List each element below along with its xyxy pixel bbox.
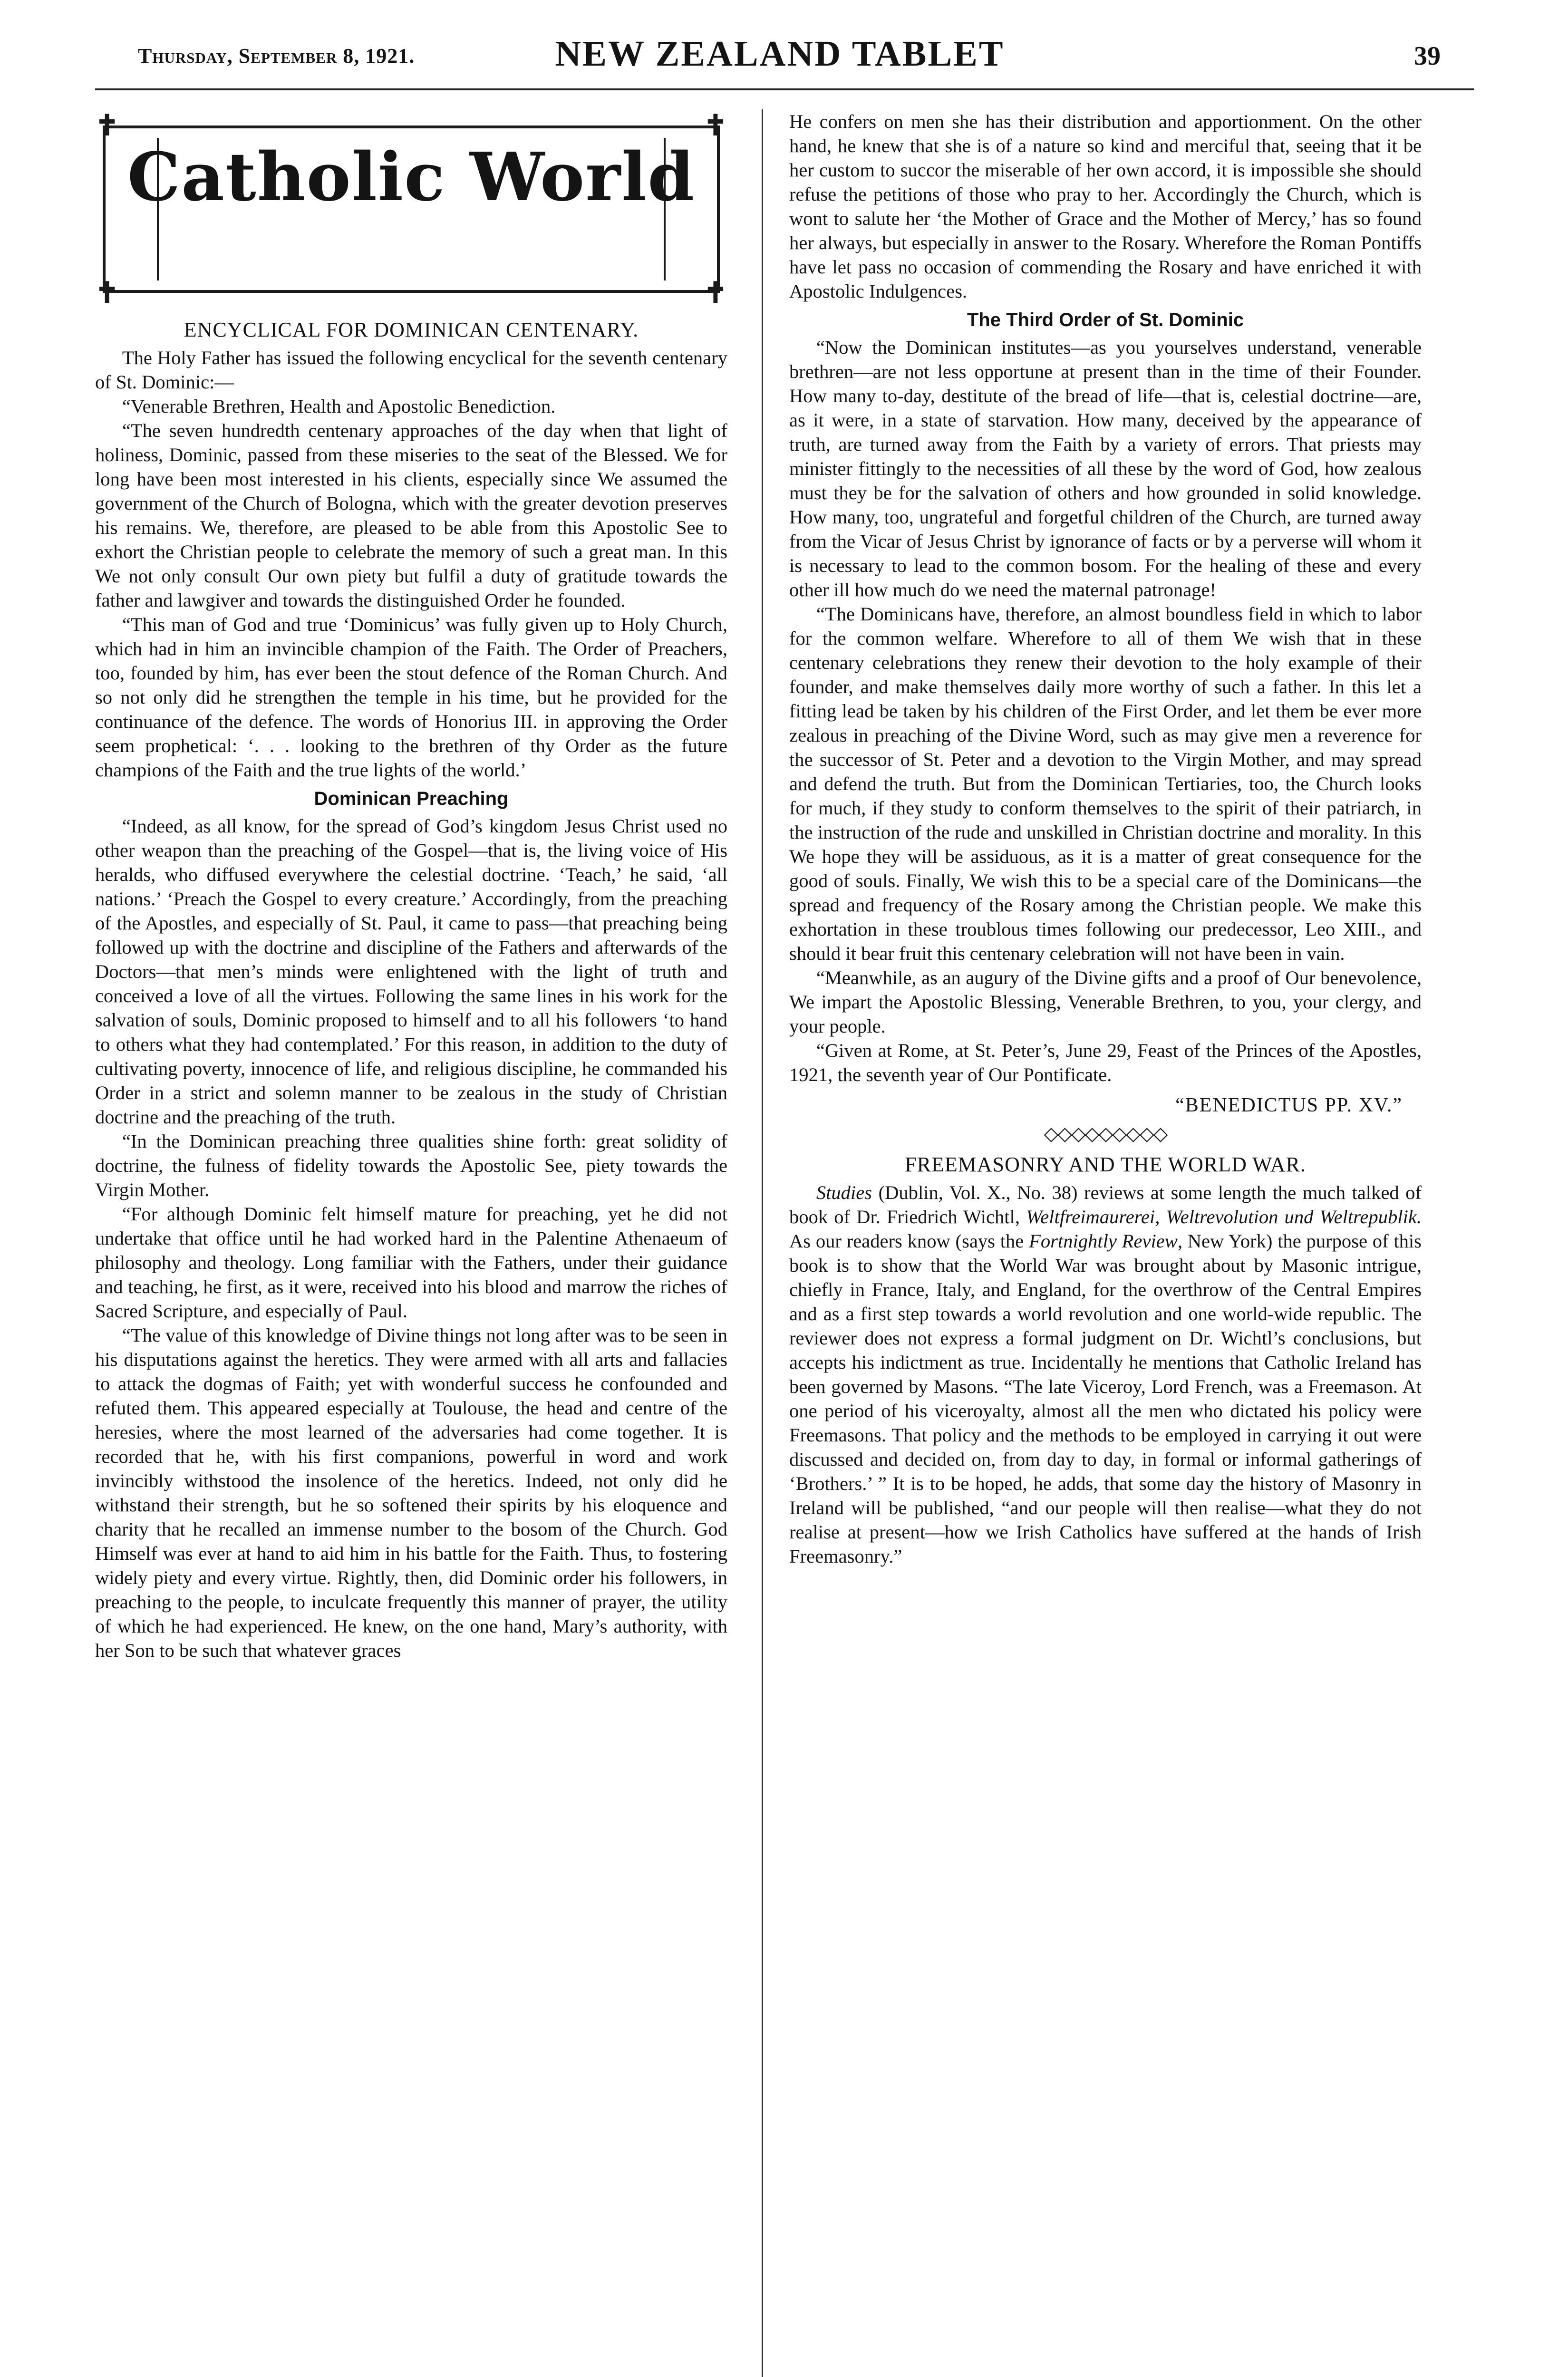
- paragraph: “Now the Dominican institutes—as you yourselves understand, venerable brethren—are not less opportune at present than in the time of their Founder. How many to-day, destitute of the bread of life—that is, celestial doctrine—are, as it were, in a state of starvation. How many, deceived by the appearance of truth, are turned away from the Faith by a variety of errors. That priests may minister fittingly to the necessities of all these by the word of God, how zealous must they be for the salvation of others and how grounded in solid knowledge. How many, too, ungrateful and forgetful children of the Church, are turned away from the Vicar of Jesus Christ by ignorance of facts or by a perverse will whom it is necessary to lead to the common bosom. For the healing of these and every other ill how much do we need the maternal patronage!: [789, 337, 1422, 600]
- freemasonry-heading: FREEMASONRY AND THE WORLD WAR.: [905, 1153, 1306, 1176]
- journal-title: Studies: [816, 1182, 872, 1203]
- page-number: 39: [1414, 41, 1441, 71]
- subhead-third-order: The Third Order of St. Dominic: [967, 309, 1244, 330]
- masthead-title: Catholic World: [127, 138, 696, 216]
- right-column: [789, 109, 1422, 1568]
- paragraph: “Indeed, as all know, for the spread of God’s kingdom Jesus Christ used no other weapon than the preaching of the Gospel—that is, the living voice of His heralds, who diffused everywhere the celestial doctrine. ‘Teach,’ he said, ‘all nations.’ ‘Preach the Gospel to every creature.’ Accordingly, from the preaching of the Apostles, and especially of St. Paul, it came to pass—that preaching being followed up with the doctrine and discipline of the Fathers and afterwards of the Doctors—that men’s minds were enlightened with the light of truth and conceived a love of all the virtues. Following the same lines in his work for the salvation of souls, Dominic proposed to himself and to all his followers ‘to hand to others what they had contemplated.’ For this reason, in addition to the duty of cultivating poverty, innocence of life, and religious discipline, he commanded his Order in a strict and solemn manner to be zealous in the study of Christian doctrine and the preaching of the truth.: [95, 815, 727, 1128]
- paragraph: “The value of this knowledge of Divine things not long after was to be seen in his disputations against the heretics. They were armed with all arts and fallacies to attack the dogmas of Faith; yet with wonderful success he confounded and refuted them. This appeared especially at Toulouse, the head and centre of the heresies, where the most learned of the adversaries had come together. It is recorded that he, with his first companions, powerful in word and work invincibly withstood the insolence of the heretics. Indeed, not only did he withstand their strength, but he so softened their spirits by his eloquence and charity that he recalled an immense number to the bosom of the Church. God Himself was ever at hand to aid him in his battle for the Faith. Thus, to fostering widely piety and every virtue. Rightly, then, did Dominic order his followers, in preaching to the people, to inculcate frequently this manner of prayer, the utility of which he had experienced. He knew, on the one hand, Mary’s authority, with her Son to be such that whatever graces: [95, 1324, 727, 1661]
- encyclical-intro: The Holy Father has issued the following encyclical for the seventh centenary of St. Dominic:—: [95, 347, 727, 393]
- cross-icon: ✝: [703, 110, 727, 141]
- paragraph: “For although Dominic felt himself mature for preaching, yet he did not undertake that office until he had worked hard in the Palentine Athenaeum of philosophy and theology. Long familiar with the Fathers, under their guidance and teaching, he first, as it were, received into his blood and marrow the riches of Sacred Scripture, and especially of Paul.: [95, 1203, 727, 1322]
- paragraph: “In the Dominican preaching three qualities shine forth: great solidity of doctrine, the fulness of fidelity towards the Apostolic See, piety towards the Virgin Mother.: [95, 1131, 727, 1200]
- catholic-world-masthead: [95, 109, 727, 309]
- page-header: [119, 33, 1441, 81]
- paragraph: “This man of God and true ‘Dominicus’ was fully given up to Holy Church, which had in him an invincible champion of the Faith. The Order of Preachers, too, founded by him, has ever been the stout defence of the Roman Church. And so not only did he strengthen the temple in his time, but he provided for the continuance of the defence. The words of Honorius III. in approving the Order seem prophetical: ‘. . . looking to the brethren of thy Order as the future champions of the Faith and the true lights of the world.’: [95, 614, 727, 781]
- paragraph-continued: He confers on men she has their distribution and apportionment. On the other hand, he knew that she is of a nature so kind and merciful that, seeing that it be her custom to succor the miserable of her own accord, it is impossible she should refuse the petitions of those who pray to her. Accordingly the Church, which is wont to salute her ‘the Mother of Grace and the Mother of Mercy,’ has so found her always, but especially in answer to the Rosary. Wherefore the Roman Pontiffs have let pass no occasion of commending the Rosary and have enriched it with Apostolic Indulgences.: [789, 111, 1422, 302]
- freemasonry-paragraph: [789, 1180, 1422, 1568]
- text-run: , New York) the purpose of this book is to show that the World War was brought about by Masonic intrigue, chiefly in France, Italy, and England, for the overthrow of the Central Empires and as a first step towards a world revolution and one world-wide republic. The reviewer does not express a formal judgment on Dr. Wichtl’s conclusions, but accepts his indictment as true. Incidentally he mentions that Catholic Ireland has been governed by Masons. “The late Viceroy, Lord French, was a Freemason. At one period of his viceroyalty, almost all the men who dictated his policy were Freemasons. That policy and the methods to be employed in carrying it out were discussed and decided on, from day to day, in formal or informal gatherings of ‘Brothers.’ ” It is to be hoped, he adds, that some day the history of Masonry in Ireland will be published, “and our people will then realise—what they do not realise at present—how we Irish Catholics have suffered at the hands of Irish Freemasonry.”: [789, 1230, 1422, 1567]
- section-ornament: ◇◇◇◇◇◇◇◇◇: [1044, 1123, 1167, 1144]
- paragraph: “Meanwhile, as an augury of the Divine gifts and a proof of Our benevolence, We impart the Apostolic Blessing, Venerable Brethren, to you, your clergy, and your people.: [789, 967, 1422, 1037]
- text-run: (Dublin, Vol. X., No. 38) reviews at some length the much talked of book of Dr. Friedrich Wichtl,: [789, 1182, 1422, 1227]
- encyclical-heading: ENCYCLICAL FOR DOMINICAN CENTENARY.: [184, 318, 639, 341]
- encyclical-salutation: “Venerable Brethren, Health and Apostolic Benediction.: [122, 396, 556, 417]
- paragraph: “Given at Rome, at St. Peter’s, June 29, Feast of the Princes of the Apostles, 1921, the seventh year of Our Pontificate.: [789, 1040, 1422, 1085]
- issue-date: Thursday, September 8, 1921.: [138, 44, 415, 68]
- cross-icon: ✝: [95, 277, 119, 309]
- header-rule: [95, 88, 1474, 90]
- paragraph: “The seven hundredth centenary approaches of the day when that light of holiness, Dominic, passed from these miseries to the seat of the Blessed. We for long have been most interested in his clients, especially since We assumed the government of the Church of Bologna, which with the greater devotion preserves his remains. We, therefore, are pleased to be able from this Apostolic See to exhort the Christian people to celebrate the memory of such a great man. In this We not only consult Our own piety but fulfil a duty of gratitude towards the father and lawgiver and towards the distinguished Order he founded.: [95, 420, 727, 611]
- cross-icon: ✝: [703, 277, 727, 309]
- encyclical-signoff: “BENEDICTUS PP. XV.”: [1175, 1094, 1403, 1116]
- publication-title: NEW ZEALAND TABLET: [555, 34, 1005, 74]
- paragraph: “The Dominicans have, therefore, an almost boundless field in which to labor for the common welfare. Wherefore to all of them We wish that in these centenary celebrations they renew their devotion to the holy example of their founder, and make themselves daily more worthy of such a father. In this let a fitting lead be taken by his children of the First Order, and let them be ever more zealous in preaching of the Divine Word, such as may give men a reverence for the successor of St. Peter and a devotion to the Virgin Mother, and may spread and defend the truth. But from the Dominican Tertiaries, too, the Church looks for much, if they study to conform themselves to the spirit of their patriarch, in the instruction of the rude and unskilled in Christian doctrine and morality. In this We hope they will be assiduous, as it is a matter of great consequence for the good of souls. Finally, We wish this to be a special care of the Dominicans—the spread and frequency of the Rosary among the Christian people. We make this exhortation in these troublous times following our predecessor, Leo XIII., and should it bear fruit this centenary celebration will not have been in vain.: [789, 603, 1422, 964]
- subhead-dominican-preaching: Dominican Preaching: [314, 788, 509, 809]
- book-title: Weltfreimaurerei, Weltrevolution und Weltrepublik.: [1026, 1206, 1422, 1227]
- cross-icon: ✝: [95, 110, 119, 141]
- review-title: Fortnightly Review: [1029, 1230, 1178, 1252]
- left-column: [95, 109, 727, 1662]
- text-run: As our readers know (says the: [789, 1230, 1029, 1252]
- column-divider: [762, 109, 763, 2377]
